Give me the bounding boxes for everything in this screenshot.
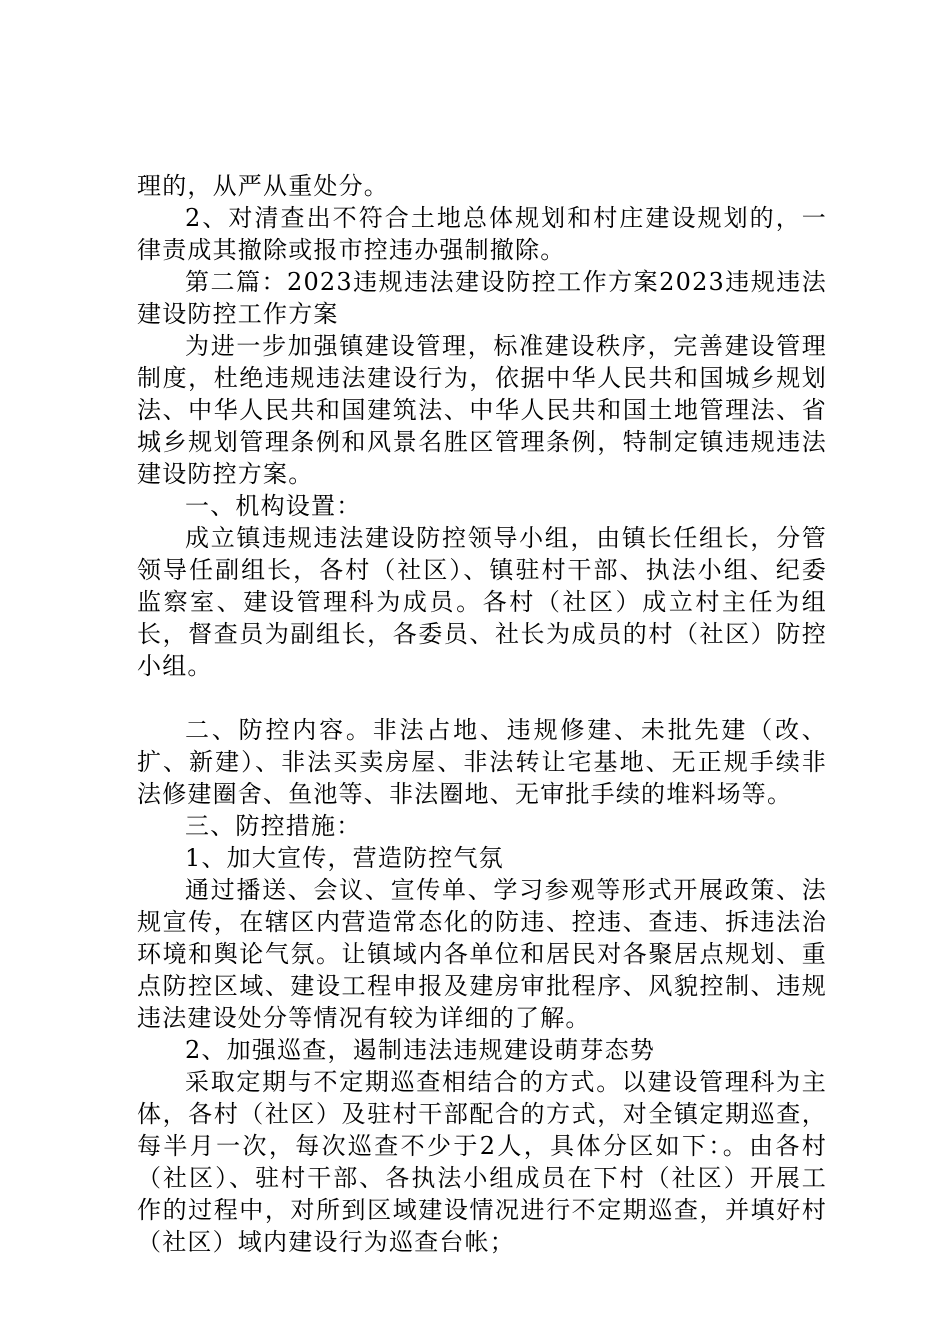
heading-organization: 一、机构设置： [185, 492, 362, 520]
paragraph-item-2: 2、对清查出不符合土地总体规划和村庄建设规划的，一律责成其撤除或报市控违办强制撤除。 [137, 204, 827, 264]
paragraph-intro: 为进一步加强镇建设管理，标准建设秩序，完善建设管理制度，杜绝违规违法建设行为，依据中华人民共和国城乡规划法、中华人民共和国建筑法、中华人民共和国土地管理法、省城乡规划管理条例和风景名胜区管理条例，特制定镇违规违法建设防控方案。 [137, 332, 827, 488]
paragraph-measure-1: 通过播送、会议、宣传单、学习参观等形式开展政策、法规宣传，在辖区内营造常态化的防违、控违、查违、拆违法治环境和舆论气氛。让镇域内各单位和居民对各聚居点规划、重点防控区域、建设工程申报及建房审批程序、风貌控制、违规违法建设处分等情况有较为详细的了解。 [137, 876, 827, 1032]
paragraph-chapter-title: 第二篇：2023违规违法建设防控工作方案2023违规违法建设防控工作方案 [137, 268, 827, 328]
paragraph-organization: 成立镇违规违法建设防控领导小组，由镇长任组长，分管领导任副组长，各村（社区）、镇驻村干部、执法小组、纪委监察室、建设管理科为成员。各村（社区）成立村主任为组长，督查员为副组长，各委员、社长为成员的村（社区）防控小组。 [137, 524, 827, 680]
paragraph-continuation: 理的，从严从重处分。 [137, 172, 389, 200]
heading-measure-2: 2、加强巡查，遏制违法违规建设萌芽态势 [185, 1036, 656, 1064]
heading-measure-1: 1、加大宣传，营造防控气氛 [185, 844, 504, 872]
heading-control-measures: 三、防控措施： [185, 812, 362, 840]
document-body [137, 170, 827, 1258]
paragraph-measure-2: 采取定期与不定期巡查相结合的方式。以建设管理科为主体，各村（社区）及驻村干部配合的方式，对全镇定期巡查，每半月一次，每次巡查不少于2人，具体分区如下：。由各村（社区）、驻村干部、各执法小组成员在下村（社区）开展工作的过程中，对所到区域建设情况进行不定期巡查，并填好村（社区）域内建设行为巡查台帐； [137, 1068, 827, 1256]
paragraph-control-content: 二、防控内容。非法占地、违规修建、未批先建（改、扩、新建）、非法买卖房屋、非法转让宅基地、无正规手续非法修建圈舍、鱼池等、非法圈地、无审批手续的堆料场等。 [137, 716, 827, 808]
